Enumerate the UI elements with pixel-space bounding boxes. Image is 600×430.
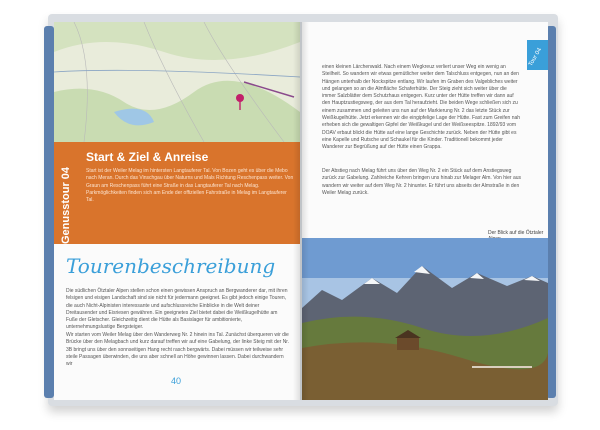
book-gutter [293,22,309,400]
tour-tab: Tour 04 [527,40,548,70]
right-paragraph-1: einen kleinen Lärchenwald. Nach einem Wegkreuz verliert unser Weg ein wenig an Steilheit. So wandern wir etwas gemütlicher weiter dem Talschluss entgegen, nun an den Hängen unterhalb der Nockspitze entlang. Wir laufen im Graben des Valgebliches weiter und gelangen so an die Almfläche Schaferhütte. Der Steig zieht sich weiter über die immer Salzblätter dem Schutzhaus entgegen. Kurz unter der Hütte treffen wir dann auf den Hauptzustiegsweg, der aus dem Tal heraufzieht. Die beiden Wege schließen sich zu einem zusammen und geleiten uns nun auf der Markierung Nr. 2 das letzte Stück zur Weißkugelhütte. Jetzt erkennen wir die eingipfelige Lage der Hütte. Fast zum Greifen nah erheben sich die gewaltigen Gipfel der Weißkugel und der Weißseespitze. 1892/93 vom DOAV erbaut blickt die Hütte auf eine lange Geschichte zurück. Neben der Hütte gibt es eine Kapelle und Rutsche und Schaukel für die Kinder. Traditionell bekommt jeder Wanderer zur Begrüßung auf der Hütte einen Grappa. [322,64,521,151]
banner-title: Start & Ziel & Anreise [86,150,209,164]
book-cover-left-edge [44,26,54,398]
left-paragraph-1: Die südlichen Ötztaler Alpen stellen schon einen gewissen Anspruch an Bergwanderer dar, mit ihren felsigen und eisigen Landschaft sind sie nicht für jedermann geeignet. Es gibt jedoch einige Touren, die auch Nicht-Alpinisten interessante und aufschlussreiche Einblicke in die Welt deiner Dreitausender und Eisriesen gewähren. Ein geeignetes Ziel bietet dabei die Weißkugelhütte am Fuße der Gletscher. Gleichzeitig dient die Hütte als Basislager für ambitionierte, unternehmungslustige Bergsteiger. [66,288,288,331]
page-number: 40 [171,376,182,386]
left-paragraph-2: Wir starten vom Weiler Melag über den Wanderweg Nr. 2 hinein ins Tal. Zunächst überqueren wir die Brücke über den Melagbach und kurz darauf treffen wir auf eine Gabelung, der linke Steig mit der Nr. 3B bringt uns über den sonnseitigen Hang recht rasch bergwärts. Dabei müssen wir teilweise sehr steile Passagen überwinden, die uns aber schnell an Höhe gewinnen lassen. Dabei durchwandern wir [66,332,290,368]
right-page [302,22,548,400]
banner-vertical-label: Genusstour 04 [60,166,72,244]
mountain-photo [302,238,548,400]
topographic-map [54,22,300,142]
photo-caption: Der Blick auf die Ötztaler [488,230,544,236]
left-page [54,22,300,400]
tour-title: Tourenbeschreibung [66,254,276,278]
right-paragraph-2: Der Abstieg nach Melag führt uns über den Weg Nr. 2 ein Stück auf dem Anstiegsweg zurück zur Gabelung. Zahlreiche Kehren bringen uns hinab zur Melager Alm. Von hier aus wandern wir weiter auf dem Weg Nr. 2 hinunter. Er führt uns abseits der Almstraße in den Weiler Melag zurück. [322,168,522,196]
banner-text: Start ist der Weiler Melag im hintersten Langtauferer Tal. Von Bozen geht es über die Mebo nach Meran. Durch das Vinschgau über Naturns und Mals Richtung Reschenpass weiter. Von Graun am Reschenpass führt eine Straße in das Langtauferer Tal nach Melag. Parkmöglichkeiten finden sich am Ende der offiziellen Fahrstraße in Melag im Langtauferer Tal. [86,168,294,204]
